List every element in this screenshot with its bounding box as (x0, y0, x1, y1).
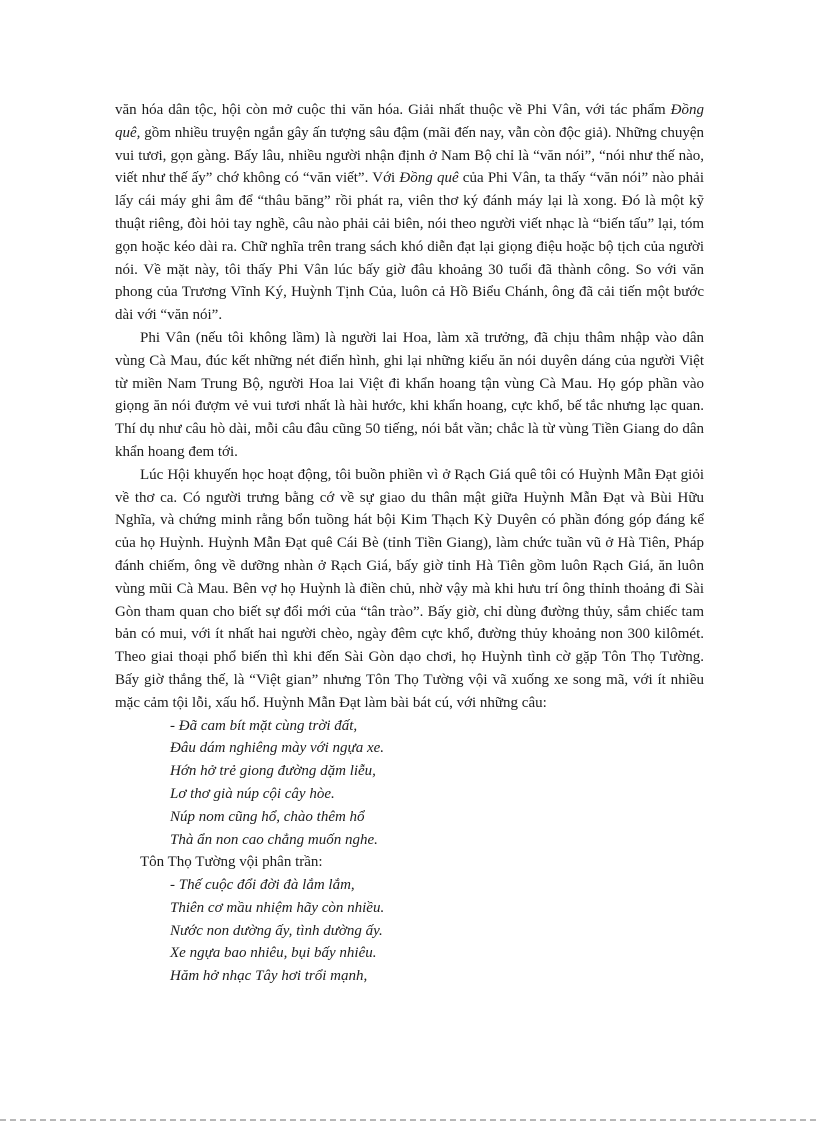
paragraph (115, 851, 704, 874)
text-run: Lúc Hội khuyến học hoạt động, tôi buồn phiền vì ở Rạch Giá quê tôi có Huỳnh Mẫn Đạt giỏi về thơ ca. Có người trưng bằng cớ về sự giao du thân mật giữa Huỳnh Mẫn Đạt và Bùi Hữu Nghĩa, và chứng minh rằng bổn tuồng hát bội Kim Thạch Kỳ Duyên có phần đóng góp đáng kể của họ Huỳnh. Huỳnh Mẫn Đạt quê Cái Bè (tỉnh Tiền Giang), làm chức tuần vũ ở Hà Tiên, Pháp đánh chiếm, ông về dưỡng nhàn ở Rạch Giá, bấy giờ tỉnh Hà Tiên gồm luôn Rạch Giá, ăn luôn vùng mũi Cà Mau. Bên vợ họ Huỳnh là điền chủ, nhờ vậy mà khi hưu trí ông thỉnh thoảng đi Sài Gòn tham quan cho biết sự đổi mới của “tân trào”. Bấy giờ, chỉ dùng đường thủy, sắm chiếc tam bản có mui, với ít nhất hai người chèo, ngày đêm cực khổ, đường thủy khoảng non 300 kilômét. Theo giai thoại phổ biến thì khi đến Sài Gòn dạo chơi, họ Huỳnh tình cờ gặp Tôn Thọ Tường. Bấy giờ thắng thế, là “Việt gian” nhưng Tôn Thọ Tường vội vã xuống xe song mã, với ít nhiều mặc cảm tội lỗi, xấu hổ. Huỳnh Mẫn Đạt làm bài bát cú, với những câu: (115, 466, 704, 711)
poem-line: Xe ngựa bao nhiêu, bụi bấy nhiêu. (170, 945, 377, 962)
text-content (115, 99, 704, 988)
page-bottom-dashed-rule (0, 1119, 816, 1121)
text-run: Phi Vân (nếu tôi không lầm) là người lai Hoa, làm xã trưởng, đã chịu thâm nhập vào dân vùng Cà Mau, đúc kết những nét điển hình, ghi lại những kiểu ăn nói duyên dáng của người Việt từ miền Nam Trung Bộ, người Hoa lai Việt đi khẩn hoang tận vùng Cà Mau. Họ góp phần vào giọng ăn nói đượm vẻ vui tươi nhất là hài hước, khi khẩn hoang, cực khổ, bế tắc nhưng lạc quan. Thí dụ như câu hò dài, mỗi câu đâu cũng 50 tiếng, nói bắt vần; chắc là từ vùng Tiền Giang do dân khẩn hoang đem tới. (115, 329, 704, 460)
poem-line: Núp nom cũng hổ, chào thêm hổ (170, 808, 365, 825)
poem-line: - Đã cam bít mặt cùng trời đất, (170, 717, 358, 734)
poem-line: Thiên cơ mầu nhiệm hãy còn nhiều. (170, 899, 385, 916)
poem-line: Đâu dám nghiêng mày với ngựa xe. (170, 740, 385, 757)
text-run: văn hóa dân tộc, hội còn mở cuộc thi văn hóa. Giải nhất thuộc về Phi Vân, với tác phẩm (115, 102, 671, 118)
book-title: Đồng quê (399, 170, 459, 187)
poem-line: Lơ thơ già núp cội cây hòe. (170, 785, 335, 802)
poem-line: - Thế cuộc đổi đời đà lắm lắm, (170, 877, 355, 894)
book-title: Đồng quê, (115, 102, 704, 141)
paragraph (115, 99, 704, 327)
paragraph (115, 327, 704, 464)
poem-line: Thà ẩn non cao chẳng muốn nghe. (170, 831, 378, 848)
poem-line: Hăm hở nhạc Tây hơi trổi mạnh, (170, 968, 368, 985)
poem-line: Nước non dường ấy, tình dường ấy. (170, 922, 383, 939)
text-run: của Phi Vân, ta thấy “văn nói” nào phải lấy cái máy ghi âm để “thâu băng” rồi phát ra, viên thơ ký đánh máy lại là xong. Đó là một kỹ thuật riêng, đòi hỏi tay nghề, câu nào phải cải biên, nói theo người viết nhạc là “biến tấu” lại, tóm gọn hoặc kéo dài ra. Chữ nghĩa trên trang sách khó diễn đạt lại giọng điệu hoặc bộ tịch của người nói. Về mặt này, tôi thấy Phi Vân lúc bấy giờ đâu khoảng 30 tuổi đã thành công. So với văn phong của Trương Vĩnh Ký, Huỳnh Tịnh Của, luôn cả Hồ Biểu Chánh, ông đã cải tiến một bước dài với “văn nói”. (115, 170, 704, 324)
paragraph (115, 464, 704, 715)
text-run: Tôn Thọ Tường vội phân trần: (140, 854, 323, 871)
poem-line: Hớn hở trẻ giong đường dặm liễu, (170, 763, 376, 780)
text-run: gồm nhiều truyện ngắn gây ấn tượng sâu đậm (mãi đến nay, vẫn còn độc giả). Những chuyện vui tươi, gọn gàng. Bấy lâu, nhiều người nhận định ở Nam Bộ chỉ là “văn nói”, “nói như thế nào, viết như thế ấy” chớ không có “văn viết”. Với (115, 124, 704, 187)
